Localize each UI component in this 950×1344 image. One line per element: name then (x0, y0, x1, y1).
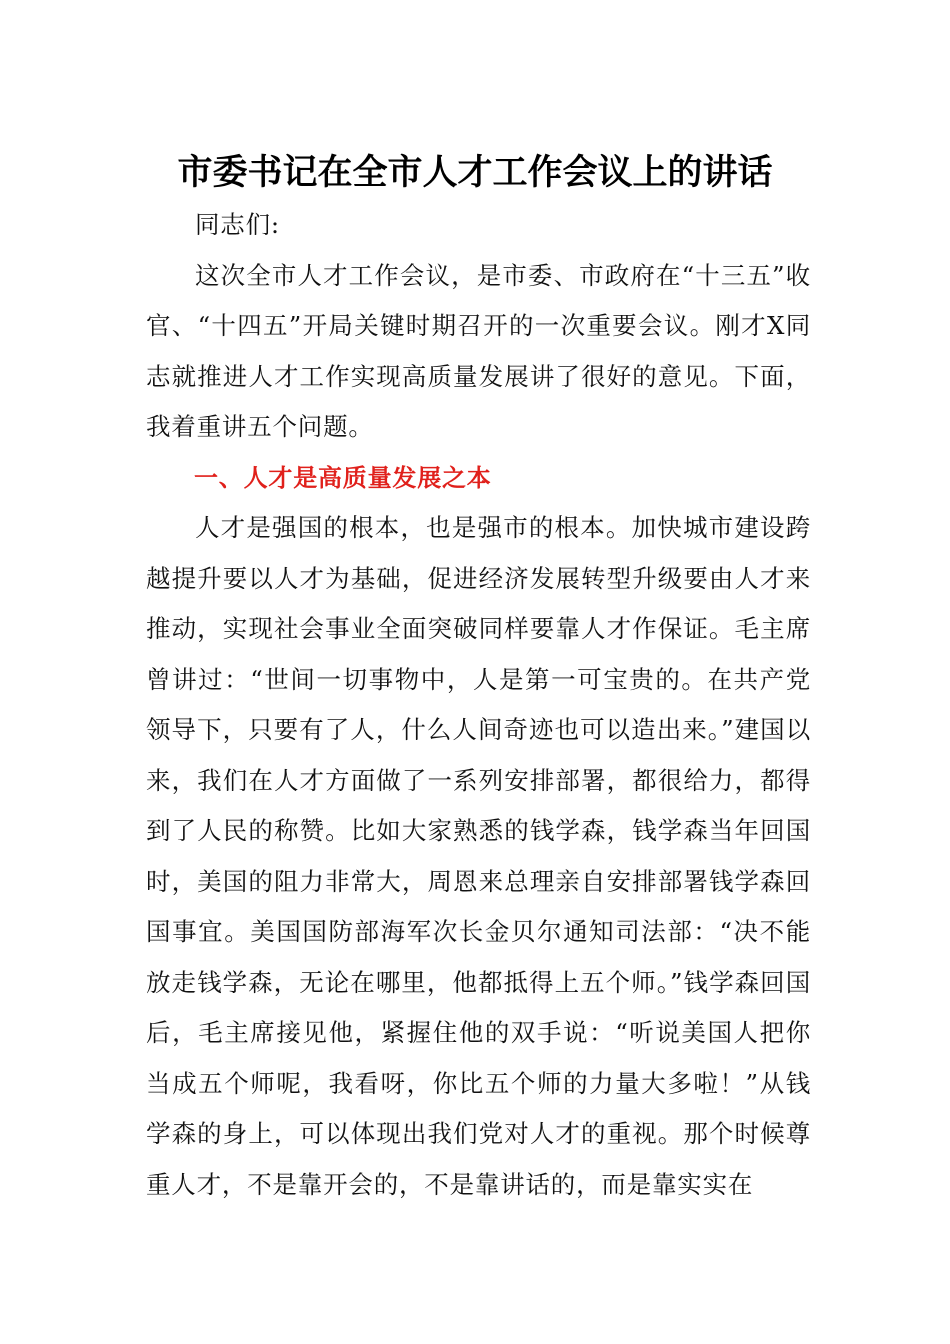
section-1-paragraph: 人才是强国的根本，也是强市的根本。加快城市建设跨越提升要以人才为基础，促进经济发展转型升级要由人才来推动，实现社会事业全面突破同样要靠人才作保证。毛主席曾讲过：“世间一切事物中，人是第一可宝贵的。在共产党领导下，只要有了人，什么人间奇迹也可以造出来。”建国以来，我们在人才方面做了一系列安排部署，都很给力，都得到了人民的称赞。比如大家熟悉的钱学森，钱学森当年回国时，美国的阻力非常大，周恩来总理亲自安排部署钱学森回国事宜。美国国防部海军次长金贝尔通知司法部：“决不能放走钱学森，无论在哪里，他都抵得上五个师。”钱学森回国后，毛主席接见他，紧握住他的双手说：“听说美国人把你当成五个师呢，我看呀，你比五个师的力量大多啦！”从钱学森的身上，可以体现出我们党对人才的重视。那个时候尊重人才，不是靠开会的，不是靠讲话的，而是靠实实在 (146, 513, 811, 1199)
salutation: 同志们: (195, 210, 280, 239)
intro-paragraph: 这次全市人才工作会议，是市委、市政府在“十三五”收官、“十四五”开局关键时期召开的一次重要会议。刚才X同志就推进人才工作实现高质量发展讲了很好的意见。下面，我着重讲五个问题。 (146, 260, 811, 441)
document-body (146, 200, 811, 1210)
section-heading-1: 一、人才是高质量发展之本 (194, 463, 492, 492)
document-title: 市委书记在全市人才工作会议上的讲话 (177, 152, 773, 193)
